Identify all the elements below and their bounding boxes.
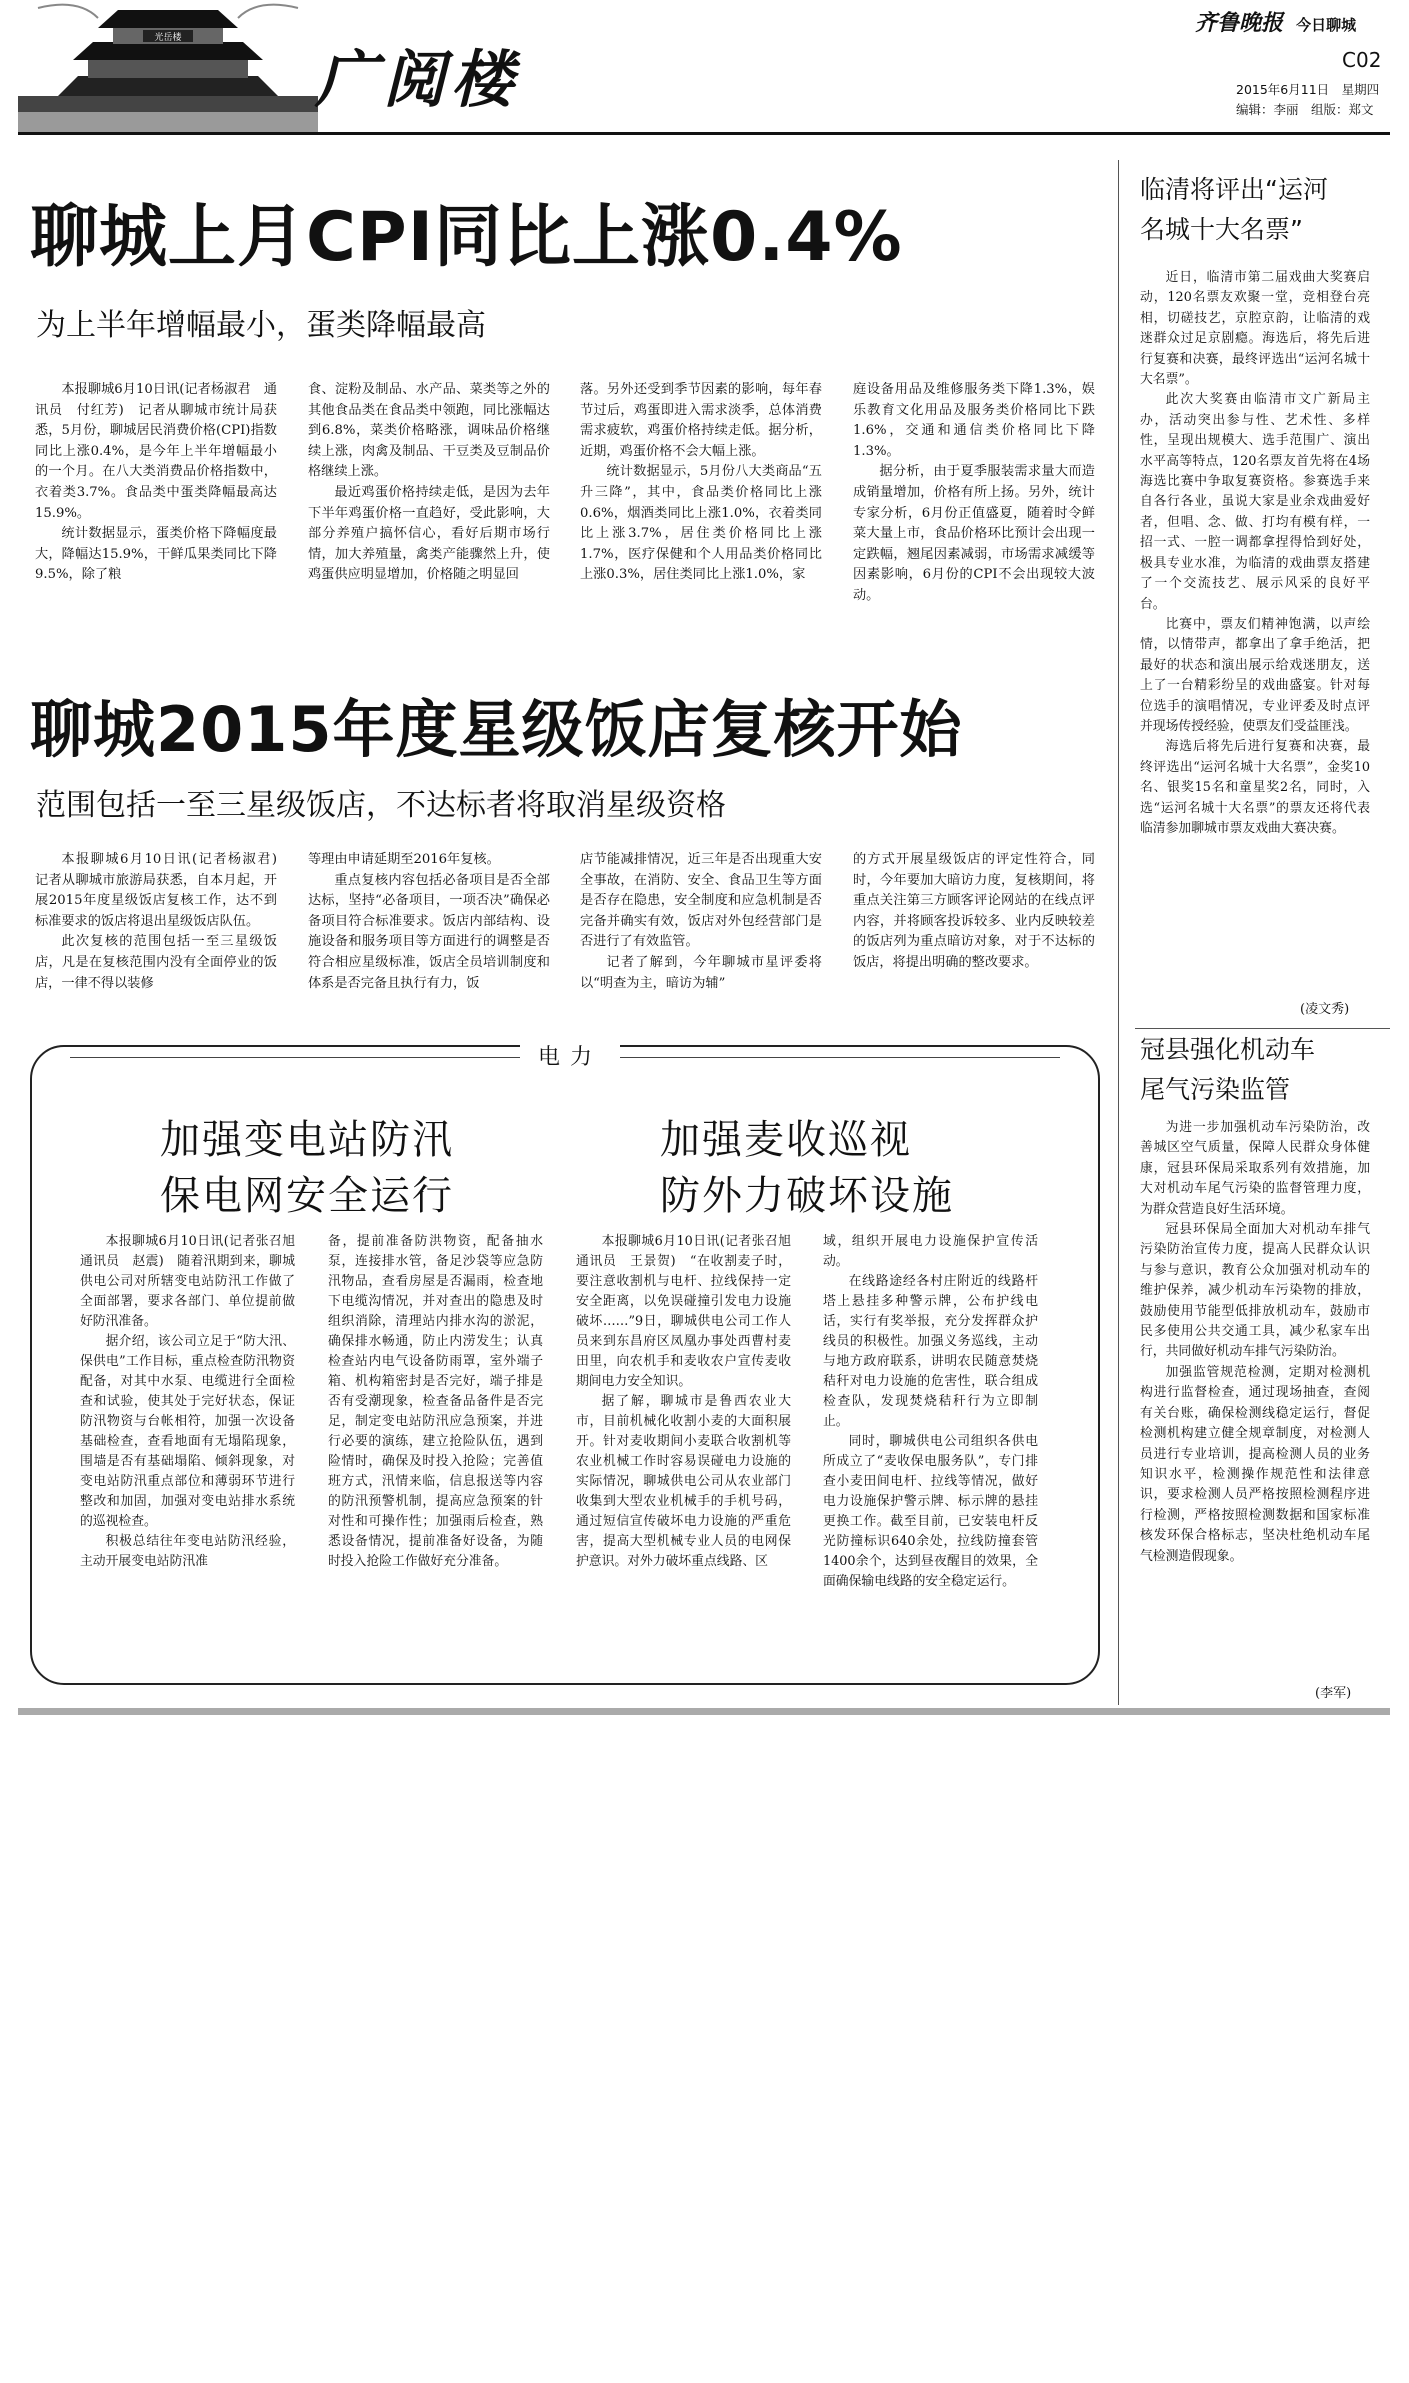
power-left-col-2 [328,1232,543,1672]
article1-col-1 [35,380,277,620]
power-right-col-2 [823,1232,1038,1672]
power-left-headline-line1: 加强变电站防汛 [160,1117,454,1163]
sidebar-item1-para: 此次大奖赛由临清市文广新局主办，活动突出参与性、艺术性、多样性，呈现出规模大、选手范围广、演出水平高等特点，120名票友首先将在4场海选比赛中争取复赛资格。参赛选手来自各行各业，虽说大家是业余戏曲爱好者，但唱、念、做、打均有模有样，一招一式、一腔一调都拿捏得恰到好处，极具专业水准，为临清的戏曲票友搭建了一个交流技艺、展示风采的良好平台。 [1140,392,1370,612]
sidebar-item2-title-line1: 冠县强化机动车 [1140,1035,1316,1064]
paper-name: 齐鲁晚报 [1195,10,1284,36]
article1-para: 统计数据显示，5月份八大类商品“五升三降”，其中，食品类价格同比上涨0.6%，烟酒类同比上涨1.0%，衣着类同比上涨3.7%，居住类价格同比上涨1.7%，医疗保健和个人用品类价格同比上涨0.3%，居住类同比上涨1.0%，家 [580,464,822,583]
power-left-col-1 [80,1232,308,1672]
sidebar-item1-title-line2: 名城十大名票” [1140,215,1303,244]
sidebar-item2-para: 为进一步加强机动车污染防治，改善城区空气质量，保障人民群众身体健康，冠县环保局采取系列有效措施，加大对机动车尾气污染的监督管理力度，为群众营造良好生活环境。 [1140,1120,1370,1217]
sidebar-item1-title [1140,170,1390,250]
pavilion-plaque-text: 光岳楼 [154,33,182,43]
power-right-headline-line2: 防外力破坏设施 [660,1173,954,1219]
sidebar-item2-title [1140,1030,1390,1110]
power-right-para: 同时，聊城供电公司组织各供电所成立了“麦收保电服务队”，专门排查小麦田间电杆、拉线等情况，做好电力设施保护警示牌、标示牌的悬挂更换工作。截至目前，已安装电杆反光防撞标识640余处，拉线防撞套管1400余个，达到昼夜醒目的效果，全面确保输电线路的安全稳定运行。 [823,1434,1038,1589]
sidebar-item1-para: 比赛中，票友们精神饱满，以声绘情，以情带声，都拿出了拿手绝活，把最好的状态和演出展示给戏迷朋友，送上了一台精彩纷呈的戏曲盛宴。针对每位选手的演唱情况，专业评委及时点评并现场传授经验，使票友们受益匪浅。 [1140,616,1370,734]
article1-col-4 [853,380,1095,620]
page-bottom-bar [18,1708,1390,1715]
article2-para: 本报聊城6月10日讯(记者杨淑君) 记者从聊城市旅游局获悉，自本月起，开展2015年度星级饭店复核工作，达不到标准要求的饭店将退出星级饭店队伍。 [35,852,291,929]
article1-para: 本报聊城6月10日讯(记者杨淑君 通讯员 付红芳) 记者从聊城市统计局获悉，5月份，聊城居民消费价格(CPI)指数同比上涨0.4%，是今年上半年增幅最小的一个月。在八大类消费品价格指数中，衣着类3.7%。食品类中蛋类降幅最高达15.9%。 [35,382,277,521]
article2-para: 店节能减排情况，近三年是否出现重大安全事故，在消防、安全、食品卫生等方面是否存在隐患，安全制度和应急机制是否完备并确实有效，饭店对外包经营部门是否进行了有效监管。 [580,852,822,950]
article1-para: 统计数据显示，蛋类价格下降幅度最大，降幅达15.9%，干鲜瓜果类同比下降9.5%，除了粮 [35,526,277,583]
article1-para: 落。另外还受到季节因素的影响，每年春节过后，鸡蛋即进入需求淡季，总体消费需求疲软，鸡蛋价格持续走低。据分析，近期，鸡蛋价格不会大幅上涨。 [580,382,822,459]
editor-credit: 编辑：李丽 组版：郑文 [1236,102,1374,117]
power-right-col-1 [576,1232,804,1672]
article1-headline: 聊城上月CPI同比上涨0.4% [30,198,903,277]
sidebar-separator [1135,1028,1390,1029]
article2-headline: 聊城2015年度星级饭店复核开始 [30,693,963,766]
article2-para: 记者了解到，今年聊城市星评委将以“明查为主，暗访为辅” [580,954,822,991]
article2-para: 此次复核的范围包括一至三星级饭店，凡是在复核范围内没有全面停业的饭店，一律不得以装修 [35,934,277,991]
edition-name: 今日聊城 [1296,16,1357,34]
power-right-headline-line1: 加强麦收巡视 [660,1117,912,1163]
article1-subheadline: 为上半年增幅最小，蛋类降幅最高 [36,308,486,343]
sidebar-item1-body [1140,268,1370,988]
power-left-headline-line2: 保电网安全运行 [160,1173,454,1219]
article1-col-3 [580,380,822,620]
page-number: C02 [1342,48,1382,72]
power-left-headline [160,1112,454,1224]
article2-para: 重点复核内容包括必备项目是否全部达标，坚持“必备项目，一项否决”确保必备项目符合标准要求。饭店内部结构、设施设备和服务项目等方面进行的调整是否符合相应星级标准，饭店全员培训制度和体系是否完备且执行有力，饭 [308,872,550,991]
sidebar-item1-para: 近日，临清市第二届戏曲大奖赛启动，120名票友欢聚一堂，竞相登台亮相，切磋技艺，京腔京韵，让临清的戏迷群众过足京剧瘾。海选后，将先后进行复赛和决赛，最终评选出“运河名城十大名票”。 [1140,270,1370,388]
pavilion-illustration [18,0,318,135]
sidebar-item1-title-line1: 临清将评出“运河 [1140,175,1328,204]
article2-para: 的方式开展星级饭店的评定性符合，同时，今年要加大暗访力度，复核期间，将重点关注第三方顾客评论网站的在线点评内容，并将顾客投诉较多、业内反映较差的饭店列为重点暗访对象，对于不达标的饭店，将提出明确的整改要求。 [853,852,1095,970]
article2-col-3 [580,850,822,1020]
masthead [0,0,1409,140]
article1-col-2 [308,380,550,620]
article2-col-1 [35,850,291,1020]
article2-para: 等理由申请延期至2016年复核。 [308,852,500,867]
power-right-headline [660,1112,954,1224]
issue-date: 2015年6月11日 星期四 [1236,82,1380,97]
power-left-para: 本报聊城6月10日讯(记者张召旭 通讯员 赵震) 随着汛期到来，聊城供电公司对所辖变电站防汛工作做了全面部署，要求各部门、单位提前做好防汛准备。 [80,1234,308,1329]
article2-col-2 [308,850,550,1020]
article1-para: 食、淀粉及制品、水产品、菜类等之外的其他食品类在食品类中领跑，同比涨幅达到6.8%，菜类价格略涨，调味品价格继续上涨，肉禽及制品、干豆类及豆制品价格继续上涨。 [308,382,550,480]
sidebar-item2-body [1140,1118,1370,1678]
sidebar-divider [1118,160,1119,1705]
power-right-para: 域，组织开展电力设施保护宣传活动。 [823,1234,1038,1269]
sidebar-item2-title-line2: 尾气污染监管 [1140,1075,1291,1104]
sidebar-item1-para: 海选后将先后进行复赛和决赛，最终评选出“运河名城十大名票”，金奖10名、银奖15名和童星奖2名，同时，入选“运河名城十大名票”的票友还将代表临清参加聊城市票友戏曲大赛决赛。 [1140,739,1370,836]
article2-col-4 [853,850,1095,1020]
sidebar-item2-para: 加强监管规范检测，定期对检测机构进行监督检查，通过现场抽查，查阅有关台账，确保检测线稳定运行，督促检测机构建立健全规章制度，对检测人员进行专业培训，提高检测人员的业务知识水平，检测操作规范性和法律意识，要求检测人员严格按照检测程序进行检测，严格按照检测数据和国家标准核发环保合格标志，坚决杜绝机动车尾气检测造假现象。 [1140,1364,1370,1564]
sidebar-item2-byline: (李军) [1315,1686,1352,1701]
power-right-para: 本报聊城6月10日讯(记者张召旭 通讯员 王景贺) “在收割麦子时，要注意收割机与电杆、拉线保持一定安全距离，以免误碰撞引发电力设施破坏……”9日，聊城供电公司工作人员来到东昌府区凤凰办事处西曹村麦田里，向农机手和麦收农户宣传麦收期间电力安全知识。 [576,1234,804,1389]
section-title: 广阅楼 [315,43,520,116]
power-left-para: 积极总结往年变电站防汛经验，主动开展变电站防汛准 [80,1534,295,1569]
power-left-para: 据介绍，该公司立足于“防大汛、保供电”工作目标，重点检查防汛物资配备，对其中水泵、电缆进行全面检查和试验，使其处于完好状态，保证防汛物资与台帐相符，加强一次设备基础检查，查看地面有无塌陷现象，围墙是否有基础塌陷、倾斜现象，对变电站防汛重点部位和薄弱环节进行整改和加固，加强对变电站排水系统的巡视检查。 [80,1334,295,1529]
article1-para: 据分析，由于夏季服装需求量大而造成销量增加，价格有所上扬。另外，统计专家分析，6月份正值盛夏，随着时令鲜菜大量上市，食品价格环比预计会出现一定跌幅，翘尾因素减弱，市场需求减缓等因素影响，6月份的CPI不会出现较大波动。 [853,464,1095,603]
article1-para: 最近鸡蛋价格持续走低，是因为去年下半年鸡蛋价格一直趋好，受此影响，大部分养殖户搞怀信心，看好后期市场行情，加大养殖量，禽类产能骤然上升，使鸡蛋供应明显增加，价格随之明显回 [308,484,550,583]
sidebar-item2-para: 冠县环保局全面加大对机动车排气污染防治宣传力度，提高人民群众认识与参与意识，教育公众加强对机动车的维护保养，减少机动车污染物的排放，鼓励使用节能型低排放机动车，鼓励市民多使用公共交通工具，减少私家车出行，共同做好机动车排气污染防治。 [1140,1222,1370,1360]
masthead-rule [18,132,1390,135]
article2-subheadline: 范围包括一至三星级饭店，不达标者将取消星级资格 [36,788,726,823]
power-right-para: 据了解，聊城市是鲁西农业大市，目前机械化收割小麦的大面积展开。针对麦收期间小麦联合收割机等农业机械工作时容易误碰电力设施的实际情况，聊城供电公司从农业部门收集到大型农业机械手的手机号码，通过短信宣传破坏电力设施的严重危害，提高大型机械专业人员的电网保护意识。对外力破坏重点线路、区 [576,1394,791,1569]
article1-para: 庭设备用品及维修服务类下降1.3%，娱乐教育文化用品及服务类价格同比下跌1.6%，交通和通信类价格同比下降1.3%。 [853,382,1095,459]
sidebar-item1-byline: (凌文秀) [1300,1002,1350,1017]
power-left-para: 备，提前准备防洪物资，配备抽水泵，连接排水管，备足沙袋等应急防汛物品，查看房屋是否漏雨，检查地下电缆沟情况，并对查出的隐患及时组织消除，清理站内排水沟的淤泥，确保排水畅通，防止内涝发生；认真检查站内电气设备防雨罩，室外端子箱、机构箱密封是否完好，端子排是否有受潮现象，检查备品备件是否完足，制定变电站防汛应急预案，并进行必要的演练，建立抢险队伍，遇到险情时，确保及时投入抢险；完善值班方式，汛情来临，信息报送等内容的防汛预警机制，提高应急预案的针对性和可操作性；加强雨后检查，熟悉设备情况，提前准备好设备，为随时投入抢险工作做好充分准备。 [328,1234,543,1569]
power-section-label: 电力 [520,1040,620,1071]
paper-header [1195,6,1385,40]
power-right-para: 在线路途经各村庄附近的线路杆塔上悬挂多种警示牌，公布护线电话，实行有奖举报，充分发挥群众护线员的积极性。加强义务巡线，主动与地方政府联系，讲明农民随意焚烧秸秆对电力设施的危害性，联合组成检查队，发现焚烧秸秆行为立即制止。 [823,1274,1038,1429]
